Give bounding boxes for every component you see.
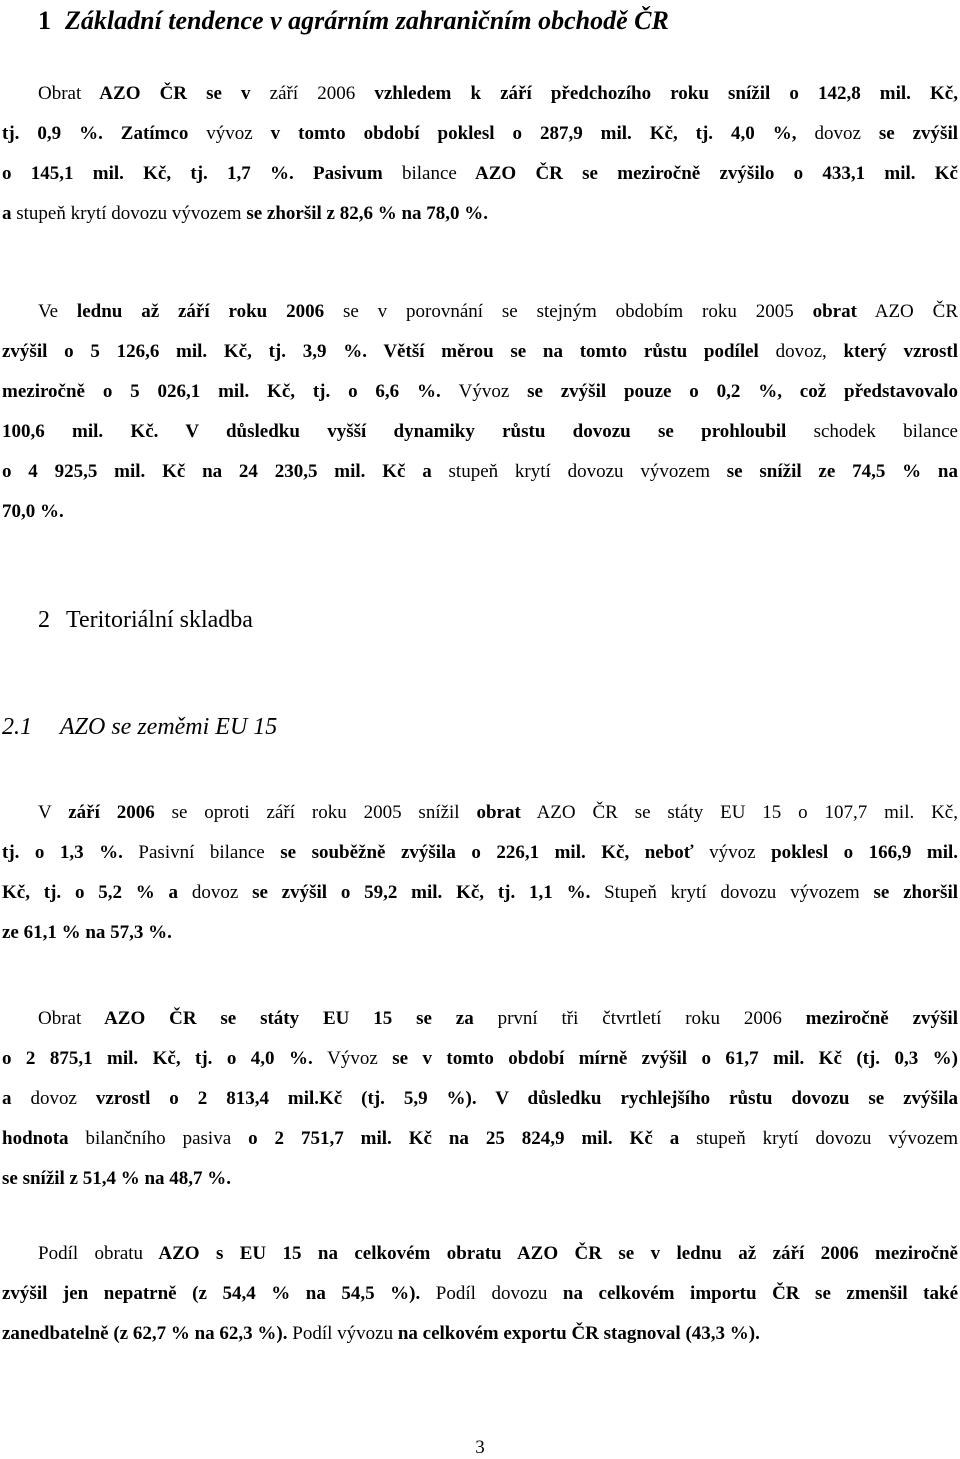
text-run: Pasivní bilance xyxy=(138,842,265,863)
bold-text-run: se v tomto období mírně zvýšil o 61,7 mil. Kč (tj. 0,3 %) xyxy=(377,1048,958,1069)
bold-text-run: se zhoršil z 82,6 % na 78,0 %. xyxy=(241,203,489,224)
bold-text-run: o 4 925,5 mil. Kč na 24 230,5 mil. Kč a xyxy=(2,461,449,482)
bold-text-run: se zvýšil pouze o 0,2 %, což představovalo xyxy=(509,381,959,402)
bold-text-run: se snížil ze 74,5 % na xyxy=(709,461,958,482)
bold-text-run: obrat xyxy=(476,802,521,823)
text-run: vývoz xyxy=(206,123,253,144)
heading-3-title: AZO se zeměmi EU 15 xyxy=(60,714,278,740)
bold-text-run: hodnota xyxy=(2,1128,86,1149)
text-run: schodek bilance xyxy=(813,421,958,442)
bold-text-run: září 2006 xyxy=(68,802,155,823)
bold-text-run: AZO ČR se meziročně zvýšilo o 433,1 mil. Kč xyxy=(456,163,958,184)
text-run: se oproti září roku 2005 snížil xyxy=(154,802,477,823)
text-line xyxy=(2,412,958,452)
text-run: AZO ČR se státy EU 15 o 107,7 mil. Kč, xyxy=(520,802,958,823)
text-line xyxy=(2,74,958,114)
text-run: září 2006 xyxy=(269,83,356,104)
text-run: stupeň krytí dovozu vývozem xyxy=(448,461,710,482)
paragraph-september-overview xyxy=(2,74,958,234)
bold-text-run: na celkovém exportu ČR stagnoval (43,3 %). xyxy=(393,1323,760,1344)
bold-text-run: se zvýšil xyxy=(860,123,959,144)
text-run: dovoz xyxy=(191,882,239,903)
text-run: Obrat xyxy=(38,83,82,104)
text-line xyxy=(2,194,958,234)
bold-text-run: na celkovém importu ČR se zmenšil také xyxy=(547,1283,958,1304)
heading-2-number: 2 xyxy=(38,607,50,633)
bold-text-run: o 145,1 mil. Kč, tj. 1,7 %. Pasivum xyxy=(2,163,402,184)
bold-text-run: se zvýšil o 59,2 mil. Kč, tj. 1,1 %. xyxy=(238,882,605,903)
text-line xyxy=(2,492,958,532)
bold-text-run: zvýšil o 5 126,6 mil. Kč, tj. 3,9 %. Větší měrou se na tomto růstu podílel xyxy=(2,341,776,362)
text-line xyxy=(2,332,958,372)
text-run: první tři čtvrtletí roku 2006 xyxy=(497,1008,782,1029)
bold-text-run: se snížil z 51,4 % na 48,7 %. xyxy=(2,1168,232,1189)
heading-2-title: Teritoriální skladba xyxy=(66,607,253,633)
text-line xyxy=(2,1234,958,1274)
bold-text-run: vzhledem k září předchozího roku snížil o 142,8 mil. Kč, xyxy=(355,83,958,104)
heading-2 xyxy=(38,605,253,635)
bold-text-run: poklesl o 166,9 mil. xyxy=(755,842,959,863)
text-line xyxy=(2,1159,958,1199)
text-run: bilančního pasiva xyxy=(85,1128,232,1149)
bold-text-run: obrat xyxy=(812,301,857,322)
bold-text-run: meziročně zvýšil xyxy=(781,1008,958,1029)
text-line xyxy=(2,1119,958,1159)
text-run: Podíl obratu xyxy=(38,1243,144,1264)
bold-text-run: o 2 875,1 mil. Kč, tj. o 4,0 %. xyxy=(2,1048,328,1069)
text-line xyxy=(2,913,958,953)
text-line xyxy=(2,372,958,412)
text-line xyxy=(2,114,958,154)
bold-text-run: AZO ČR se státy EU 15 se za xyxy=(81,1008,498,1029)
text-line xyxy=(2,292,958,332)
bold-text-run: ze 61,1 % na 57,3 %. xyxy=(2,922,172,943)
text-run: Stupeň krytí dovozu vývozem xyxy=(604,882,860,903)
text-run: dovoz xyxy=(30,1088,77,1109)
bold-text-run: zanedbatelně (z 62,7 % na 62,3 %). xyxy=(2,1323,293,1344)
paragraph-eu15-september xyxy=(2,793,958,953)
paragraph-jan-sep-overview xyxy=(2,292,958,532)
text-run: Vývoz xyxy=(458,381,510,402)
text-line xyxy=(2,154,958,194)
bold-text-run: se zhoršil xyxy=(859,882,959,903)
bold-text-run: a xyxy=(2,203,17,224)
heading-3 xyxy=(2,712,277,742)
bold-text-run: a xyxy=(2,1088,31,1109)
text-line xyxy=(2,999,958,1039)
text-run: bilance xyxy=(401,163,457,184)
bold-text-run: lednu až září roku 2006 xyxy=(76,301,325,322)
page-number: 3 xyxy=(475,1437,485,1458)
text-run: V xyxy=(38,802,69,823)
bold-text-run: AZO s EU 15 na celkovém obratu AZO ČR se v lednu až září 2006 meziročně xyxy=(143,1243,958,1264)
text-line xyxy=(2,833,958,873)
text-run: stupeň krytí dovozu vývozem xyxy=(16,203,242,224)
bold-text-run: o 2 751,7 mil. Kč na 25 824,9 mil. Kč a xyxy=(231,1128,697,1149)
text-run: se v porovnání se stejným obdobím roku 2005 xyxy=(324,301,813,322)
bold-text-run: 70,0 %. xyxy=(2,501,64,522)
bold-text-run: Kč, tj. o 5,2 % a xyxy=(2,882,192,903)
text-run: Ve xyxy=(38,301,77,322)
heading-1-number: 1 xyxy=(38,6,51,35)
bold-text-run: tj. 0,9 %. Zatímco xyxy=(2,123,207,144)
text-run: stupeň krytí dovozu vývozem xyxy=(696,1128,958,1149)
text-run: AZO ČR xyxy=(856,301,958,322)
text-run: dovoz, xyxy=(775,341,827,362)
bold-text-run: který vzrostl xyxy=(826,341,958,362)
bold-text-run: tj. o 1,3 %. xyxy=(2,842,139,863)
heading-3-number: 2.1 xyxy=(2,714,32,740)
paragraph-eu15-shares xyxy=(2,1234,958,1354)
bold-text-run: meziročně o 5 026,1 mil. Kč, tj. o 6,6 %. xyxy=(2,381,459,402)
text-line xyxy=(2,1314,958,1354)
text-line xyxy=(2,1079,958,1119)
text-run: vývoz xyxy=(709,842,756,863)
bold-text-run: zvýšil jen nepatrně (z 54,4 % na 54,5 %). xyxy=(2,1283,436,1304)
bold-text-run: AZO ČR se v xyxy=(81,83,270,104)
text-line xyxy=(2,873,958,913)
heading-1 xyxy=(38,6,669,36)
bold-text-run: se souběžně zvýšila o 226,1 mil. Kč, neboť xyxy=(264,842,710,863)
paragraph-eu15-three-quarters xyxy=(2,999,958,1199)
text-run: Obrat xyxy=(38,1008,82,1029)
text-run: Vývoz xyxy=(327,1048,378,1069)
text-line xyxy=(2,1039,958,1079)
text-run: Podíl dovozu xyxy=(435,1283,548,1304)
text-line xyxy=(2,452,958,492)
text-run: dovoz xyxy=(814,123,861,144)
bold-text-run: 100,6 mil. Kč. V důsledku vyšší dynamiky růstu dovozu se prohloubil xyxy=(2,421,814,442)
heading-1-title: Základní tendence v agrárním zahraničním obchodě ČR xyxy=(65,6,669,35)
text-line xyxy=(2,793,958,833)
bold-text-run: v tomto období poklesl o 287,9 mil. Kč, tj. 4,0 %, xyxy=(252,123,815,144)
bold-text-run: vzrostl o 2 813,4 mil.Kč (tj. 5,9 %). V důsledku rychlejšího růstu dovozu se zvýšila xyxy=(76,1088,959,1109)
text-line xyxy=(2,1274,958,1314)
text-run: Podíl vývozu xyxy=(292,1323,394,1344)
